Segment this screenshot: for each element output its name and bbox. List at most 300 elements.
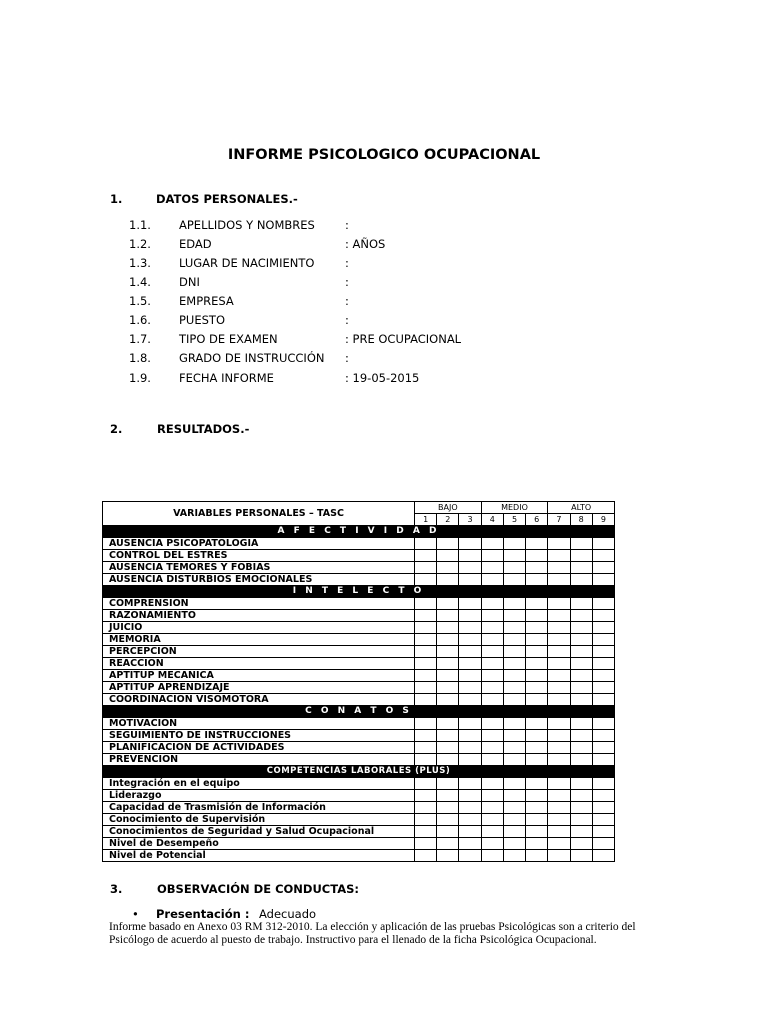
footer-note: Informe basado en Anexo 03 RM 312-2010. La elección y aplicación de las pruebas Psicológicas son a criterio del Psicólogo de acuerdo al puesto de trabajo. Instructivo para el llenado de la ficha Psicológica Ocupacional. bbox=[109, 921, 636, 946]
score-cell[interactable] bbox=[415, 694, 437, 706]
score-cell[interactable] bbox=[548, 646, 570, 658]
score-cell[interactable] bbox=[437, 658, 459, 670]
score-cell[interactable] bbox=[570, 610, 592, 622]
score-cell[interactable] bbox=[459, 622, 481, 634]
score-cell[interactable] bbox=[592, 610, 614, 622]
score-cell[interactable] bbox=[592, 634, 614, 646]
score-cell[interactable] bbox=[592, 718, 614, 730]
score-cell[interactable] bbox=[437, 730, 459, 742]
score-cell[interactable] bbox=[592, 850, 614, 862]
score-cell[interactable] bbox=[592, 574, 614, 586]
field-label: FECHA INFORME bbox=[179, 371, 274, 385]
table-row bbox=[103, 838, 615, 850]
level-medium-header: MEDIO bbox=[481, 502, 548, 514]
field-value: : 19-05-2015 bbox=[345, 371, 420, 385]
score-cell[interactable] bbox=[570, 622, 592, 634]
score-cell[interactable] bbox=[415, 742, 437, 754]
score-cell[interactable] bbox=[548, 718, 570, 730]
score-cell[interactable] bbox=[592, 802, 614, 814]
score-cell[interactable] bbox=[415, 802, 437, 814]
score-cell[interactable] bbox=[526, 850, 548, 862]
score-cell[interactable] bbox=[459, 730, 481, 742]
score-cell[interactable] bbox=[481, 850, 503, 862]
score-cell[interactable] bbox=[415, 646, 437, 658]
score-cell[interactable] bbox=[415, 610, 437, 622]
score-cell[interactable] bbox=[570, 826, 592, 838]
score-cell[interactable] bbox=[459, 838, 481, 850]
score-cell[interactable] bbox=[570, 754, 592, 766]
score-cell[interactable] bbox=[415, 658, 437, 670]
score-cell[interactable] bbox=[459, 742, 481, 754]
field-label: APELLIDOS Y NOMBRES bbox=[179, 218, 315, 232]
score-cell[interactable] bbox=[415, 838, 437, 850]
score-cell[interactable] bbox=[548, 814, 570, 826]
score-cell[interactable] bbox=[459, 634, 481, 646]
score-cell[interactable] bbox=[481, 754, 503, 766]
variable-label: CONTROL DEL ESTRES bbox=[103, 550, 415, 562]
score-cell[interactable] bbox=[548, 802, 570, 814]
score-cell[interactable] bbox=[570, 790, 592, 802]
score-cell[interactable] bbox=[437, 538, 459, 550]
score-cell[interactable] bbox=[459, 658, 481, 670]
score-cell[interactable] bbox=[570, 814, 592, 826]
score-cell[interactable] bbox=[526, 778, 548, 790]
score-cell[interactable] bbox=[481, 562, 503, 574]
score-cell[interactable] bbox=[570, 742, 592, 754]
field-label: PUESTO bbox=[179, 313, 225, 327]
score-cell[interactable] bbox=[526, 634, 548, 646]
score-cell[interactable] bbox=[503, 802, 525, 814]
score-cell[interactable] bbox=[437, 778, 459, 790]
score-cell[interactable] bbox=[481, 814, 503, 826]
score-cell[interactable] bbox=[570, 634, 592, 646]
score-cell[interactable] bbox=[548, 826, 570, 838]
score-cell[interactable] bbox=[459, 574, 481, 586]
score-cell[interactable] bbox=[570, 574, 592, 586]
score-cell[interactable] bbox=[570, 802, 592, 814]
field-number: 1.3. bbox=[129, 256, 151, 270]
variable-label: JUICIO bbox=[103, 622, 415, 634]
score-cell[interactable] bbox=[459, 562, 481, 574]
table-row bbox=[103, 574, 615, 586]
score-cell[interactable] bbox=[459, 790, 481, 802]
score-column-header: 8 bbox=[570, 514, 592, 526]
section3-number: 3. bbox=[110, 882, 123, 896]
score-cell[interactable] bbox=[548, 730, 570, 742]
score-cell[interactable] bbox=[459, 610, 481, 622]
score-cell[interactable] bbox=[437, 574, 459, 586]
score-cell[interactable] bbox=[570, 682, 592, 694]
score-cell[interactable] bbox=[481, 682, 503, 694]
field-label: DNI bbox=[179, 275, 200, 289]
score-cell[interactable] bbox=[459, 826, 481, 838]
score-cell[interactable] bbox=[459, 718, 481, 730]
score-cell[interactable] bbox=[481, 790, 503, 802]
score-cell[interactable] bbox=[503, 646, 525, 658]
score-cell[interactable] bbox=[592, 550, 614, 562]
variable-label: Integración en el equipo bbox=[103, 778, 415, 790]
score-cell[interactable] bbox=[548, 538, 570, 550]
score-cell[interactable] bbox=[503, 610, 525, 622]
score-cell[interactable] bbox=[459, 598, 481, 610]
field-label: EDAD bbox=[179, 237, 212, 251]
score-cell[interactable] bbox=[526, 694, 548, 706]
table-row bbox=[103, 742, 615, 754]
score-cell[interactable] bbox=[415, 634, 437, 646]
field-value: : bbox=[345, 351, 349, 365]
variable-label: RAZONAMIENTO bbox=[103, 610, 415, 622]
category-label: I N T E L E C T O bbox=[103, 586, 615, 598]
score-cell[interactable] bbox=[459, 646, 481, 658]
score-cell[interactable] bbox=[592, 814, 614, 826]
score-cell[interactable] bbox=[437, 802, 459, 814]
field-value: : bbox=[345, 256, 349, 270]
score-cell[interactable] bbox=[548, 742, 570, 754]
score-cell[interactable] bbox=[548, 550, 570, 562]
score-cell[interactable] bbox=[526, 790, 548, 802]
section1-number: 1. bbox=[110, 192, 123, 206]
score-cell[interactable] bbox=[481, 802, 503, 814]
score-cell[interactable] bbox=[503, 682, 525, 694]
score-cell[interactable] bbox=[415, 826, 437, 838]
section2-number: 2. bbox=[110, 422, 123, 436]
score-cell[interactable] bbox=[592, 538, 614, 550]
score-cell[interactable] bbox=[437, 850, 459, 862]
score-cell[interactable] bbox=[503, 838, 525, 850]
score-cell[interactable] bbox=[481, 718, 503, 730]
score-cell[interactable] bbox=[437, 694, 459, 706]
score-cell[interactable] bbox=[459, 850, 481, 862]
score-column-header: 7 bbox=[548, 514, 570, 526]
score-cell[interactable] bbox=[570, 730, 592, 742]
field-label: EMPRESA bbox=[179, 294, 234, 308]
table-row bbox=[103, 682, 615, 694]
score-cell[interactable] bbox=[592, 754, 614, 766]
field-number: 1.1. bbox=[129, 218, 151, 232]
score-cell[interactable] bbox=[570, 550, 592, 562]
score-cell[interactable] bbox=[437, 814, 459, 826]
table-row bbox=[103, 754, 615, 766]
score-cell[interactable] bbox=[437, 670, 459, 682]
score-cell[interactable] bbox=[592, 838, 614, 850]
score-cell[interactable] bbox=[459, 754, 481, 766]
score-cell[interactable] bbox=[592, 658, 614, 670]
score-cell[interactable] bbox=[592, 694, 614, 706]
category-header-row bbox=[103, 586, 615, 598]
variable-label: AUSENCIA PSICOPATOLOGIA bbox=[103, 538, 415, 550]
variable-label: MEMORIA bbox=[103, 634, 415, 646]
score-cell[interactable] bbox=[415, 730, 437, 742]
score-cell[interactable] bbox=[415, 562, 437, 574]
score-cell[interactable] bbox=[481, 610, 503, 622]
score-cell[interactable] bbox=[548, 790, 570, 802]
score-cell[interactable] bbox=[437, 838, 459, 850]
score-cell[interactable] bbox=[548, 694, 570, 706]
score-column-header: 2 bbox=[437, 514, 459, 526]
score-cell[interactable] bbox=[570, 718, 592, 730]
score-column-header: 5 bbox=[503, 514, 525, 526]
score-cell[interactable] bbox=[548, 610, 570, 622]
field-value: : AÑOS bbox=[345, 237, 386, 251]
score-cell[interactable] bbox=[548, 850, 570, 862]
field-number: 1.4. bbox=[129, 275, 151, 289]
field-number: 1.9. bbox=[129, 371, 151, 385]
score-cell[interactable] bbox=[526, 670, 548, 682]
category-label: C O N A T O S bbox=[103, 706, 615, 718]
score-cell[interactable] bbox=[415, 622, 437, 634]
field-number: 1.6. bbox=[129, 313, 151, 327]
score-cell[interactable] bbox=[592, 790, 614, 802]
score-cell[interactable] bbox=[437, 550, 459, 562]
score-cell[interactable] bbox=[548, 778, 570, 790]
score-cell[interactable] bbox=[437, 754, 459, 766]
score-cell[interactable] bbox=[459, 538, 481, 550]
score-cell[interactable] bbox=[415, 718, 437, 730]
score-cell[interactable] bbox=[548, 598, 570, 610]
score-cell[interactable] bbox=[437, 646, 459, 658]
score-cell[interactable] bbox=[526, 838, 548, 850]
score-cell[interactable] bbox=[548, 622, 570, 634]
score-cell[interactable] bbox=[570, 562, 592, 574]
score-cell[interactable] bbox=[526, 550, 548, 562]
score-cell[interactable] bbox=[592, 826, 614, 838]
field-value: : PRE OCUPACIONAL bbox=[345, 332, 462, 346]
score-cell[interactable] bbox=[548, 562, 570, 574]
table-row bbox=[103, 790, 615, 802]
variable-label: AUSENCIA TEMORES Y FOBIAS bbox=[103, 562, 415, 574]
variable-label: Capacidad de Trasmisión de Información bbox=[103, 802, 415, 814]
score-column-header: 6 bbox=[526, 514, 548, 526]
score-cell[interactable] bbox=[415, 814, 437, 826]
score-cell[interactable] bbox=[481, 634, 503, 646]
score-cell[interactable] bbox=[459, 670, 481, 682]
score-cell[interactable] bbox=[526, 826, 548, 838]
score-column-header: 4 bbox=[481, 514, 503, 526]
score-cell[interactable] bbox=[415, 754, 437, 766]
field-label: LUGAR DE NACIMIENTO bbox=[179, 256, 315, 270]
score-cell[interactable] bbox=[415, 550, 437, 562]
score-cell[interactable] bbox=[415, 574, 437, 586]
score-cell[interactable] bbox=[437, 742, 459, 754]
score-cell[interactable] bbox=[481, 598, 503, 610]
section3-title: OBSERVACIÓN DE CONDUCTAS: bbox=[157, 882, 359, 896]
score-cell[interactable] bbox=[526, 538, 548, 550]
table-row bbox=[103, 826, 615, 838]
score-cell[interactable] bbox=[503, 826, 525, 838]
variable-label: PREVENCION bbox=[103, 754, 415, 766]
score-cell[interactable] bbox=[526, 610, 548, 622]
score-cell[interactable] bbox=[437, 826, 459, 838]
score-cell[interactable] bbox=[503, 538, 525, 550]
table-row bbox=[103, 850, 615, 862]
table-row bbox=[103, 730, 615, 742]
score-cell[interactable] bbox=[526, 742, 548, 754]
variable-label: Nivel de Desempeño bbox=[103, 838, 415, 850]
table-row bbox=[103, 814, 615, 826]
table-row bbox=[103, 670, 615, 682]
score-cell[interactable] bbox=[415, 790, 437, 802]
score-cell[interactable] bbox=[503, 598, 525, 610]
score-cell[interactable] bbox=[570, 670, 592, 682]
score-cell[interactable] bbox=[570, 658, 592, 670]
field-value: : bbox=[345, 313, 349, 327]
score-cell[interactable] bbox=[570, 598, 592, 610]
score-cell[interactable] bbox=[437, 682, 459, 694]
score-cell[interactable] bbox=[526, 646, 548, 658]
score-cell[interactable] bbox=[481, 742, 503, 754]
variable-label: PLANIFICACION DE ACTIVIDADES bbox=[103, 742, 415, 754]
score-cell[interactable] bbox=[526, 562, 548, 574]
score-cell[interactable] bbox=[481, 694, 503, 706]
score-cell[interactable] bbox=[526, 718, 548, 730]
score-cell[interactable] bbox=[592, 670, 614, 682]
score-cell[interactable] bbox=[570, 694, 592, 706]
score-cell[interactable] bbox=[592, 730, 614, 742]
category-header-row bbox=[103, 706, 615, 718]
table-row bbox=[103, 598, 615, 610]
score-cell[interactable] bbox=[481, 658, 503, 670]
score-cell[interactable] bbox=[592, 562, 614, 574]
score-cell[interactable] bbox=[503, 814, 525, 826]
score-cell[interactable] bbox=[415, 670, 437, 682]
score-cell[interactable] bbox=[415, 682, 437, 694]
score-cell[interactable] bbox=[526, 622, 548, 634]
page-title: INFORME PSICOLOGICO OCUPACIONAL bbox=[227, 147, 541, 163]
score-cell[interactable] bbox=[481, 730, 503, 742]
score-cell[interactable] bbox=[415, 598, 437, 610]
score-cell[interactable] bbox=[481, 574, 503, 586]
score-cell[interactable] bbox=[592, 598, 614, 610]
score-cell[interactable] bbox=[503, 754, 525, 766]
score-cell[interactable] bbox=[459, 814, 481, 826]
variable-label: COMPRENSION bbox=[103, 598, 415, 610]
variable-label: Conocimientos de Seguridad y Salud Ocupacional bbox=[103, 826, 415, 838]
variable-label: PERCEPCION bbox=[103, 646, 415, 658]
score-cell[interactable] bbox=[437, 790, 459, 802]
score-cell[interactable] bbox=[548, 634, 570, 646]
score-cell[interactable] bbox=[481, 670, 503, 682]
score-cell[interactable] bbox=[548, 658, 570, 670]
score-cell[interactable] bbox=[503, 778, 525, 790]
score-cell[interactable] bbox=[548, 754, 570, 766]
score-cell[interactable] bbox=[459, 778, 481, 790]
score-column-header: 1 bbox=[415, 514, 437, 526]
score-cell[interactable] bbox=[503, 562, 525, 574]
presentation-label: Presentación : bbox=[156, 907, 250, 921]
score-cell[interactable] bbox=[481, 622, 503, 634]
score-cell[interactable] bbox=[481, 550, 503, 562]
score-cell[interactable] bbox=[592, 778, 614, 790]
score-cell[interactable] bbox=[503, 850, 525, 862]
score-cell[interactable] bbox=[481, 838, 503, 850]
table-row bbox=[103, 634, 615, 646]
score-cell[interactable] bbox=[503, 730, 525, 742]
score-cell[interactable] bbox=[526, 658, 548, 670]
table-header-variables: VARIABLES PERSONALES – TASC bbox=[103, 502, 415, 526]
score-cell[interactable] bbox=[459, 682, 481, 694]
score-cell[interactable] bbox=[592, 646, 614, 658]
score-cell[interactable] bbox=[459, 802, 481, 814]
variable-label: SEGUIMIENTO DE INSTRUCCIONES bbox=[103, 730, 415, 742]
score-cell[interactable] bbox=[415, 538, 437, 550]
score-cell[interactable] bbox=[526, 574, 548, 586]
score-cell[interactable] bbox=[526, 598, 548, 610]
score-cell[interactable] bbox=[437, 718, 459, 730]
score-cell[interactable] bbox=[503, 670, 525, 682]
field-value: : bbox=[345, 275, 349, 289]
field-value: : bbox=[345, 218, 349, 232]
score-cell[interactable] bbox=[503, 658, 525, 670]
variable-label: Nivel de Potencial bbox=[103, 850, 415, 862]
variable-label: APTITUP MECANICA bbox=[103, 670, 415, 682]
score-cell[interactable] bbox=[548, 682, 570, 694]
variable-label: AUSENCIA DISTURBIOS EMOCIONALES bbox=[103, 574, 415, 586]
score-cell[interactable] bbox=[570, 838, 592, 850]
score-cell[interactable] bbox=[526, 802, 548, 814]
score-cell[interactable] bbox=[415, 778, 437, 790]
score-cell[interactable] bbox=[415, 850, 437, 862]
score-cell[interactable] bbox=[437, 622, 459, 634]
score-cell[interactable] bbox=[503, 790, 525, 802]
score-cell[interactable] bbox=[503, 622, 525, 634]
score-cell[interactable] bbox=[503, 634, 525, 646]
field-label: TIPO DE EXAMEN bbox=[179, 332, 278, 346]
category-label: COMPETENCIAS LABORALES (PLUS) bbox=[103, 766, 615, 778]
table-row bbox=[103, 778, 615, 790]
score-cell[interactable] bbox=[526, 730, 548, 742]
score-cell[interactable] bbox=[481, 538, 503, 550]
score-cell[interactable] bbox=[548, 574, 570, 586]
score-cell[interactable] bbox=[503, 550, 525, 562]
score-cell[interactable] bbox=[503, 742, 525, 754]
score-cell[interactable] bbox=[592, 622, 614, 634]
score-cell[interactable] bbox=[437, 610, 459, 622]
score-cell[interactable] bbox=[548, 838, 570, 850]
score-cell[interactable] bbox=[592, 682, 614, 694]
score-cell[interactable] bbox=[570, 538, 592, 550]
score-cell[interactable] bbox=[437, 562, 459, 574]
score-cell[interactable] bbox=[570, 646, 592, 658]
table-row bbox=[103, 658, 615, 670]
score-cell[interactable] bbox=[526, 682, 548, 694]
score-cell[interactable] bbox=[503, 574, 525, 586]
score-cell[interactable] bbox=[548, 670, 570, 682]
score-cell[interactable] bbox=[437, 634, 459, 646]
score-cell[interactable] bbox=[526, 814, 548, 826]
table-row bbox=[103, 562, 615, 574]
score-cell[interactable] bbox=[481, 646, 503, 658]
score-cell[interactable] bbox=[481, 826, 503, 838]
score-cell[interactable] bbox=[503, 694, 525, 706]
score-cell[interactable] bbox=[459, 550, 481, 562]
level-low-header: BAJO bbox=[415, 502, 482, 514]
variable-label: APTITUP APRENDIZAJE bbox=[103, 682, 415, 694]
score-cell[interactable] bbox=[437, 598, 459, 610]
table-row bbox=[103, 538, 615, 550]
score-cell[interactable] bbox=[592, 742, 614, 754]
field-value: : bbox=[345, 294, 349, 308]
category-header-row bbox=[103, 526, 615, 538]
score-cell[interactable] bbox=[526, 754, 548, 766]
field-number: 1.8. bbox=[129, 351, 151, 365]
score-cell[interactable] bbox=[570, 778, 592, 790]
score-cell[interactable] bbox=[503, 718, 525, 730]
category-header-row bbox=[103, 766, 615, 778]
section2-title: RESULTADOS.- bbox=[157, 422, 250, 436]
score-cell[interactable] bbox=[570, 850, 592, 862]
score-cell[interactable] bbox=[481, 778, 503, 790]
score-cell[interactable] bbox=[459, 694, 481, 706]
